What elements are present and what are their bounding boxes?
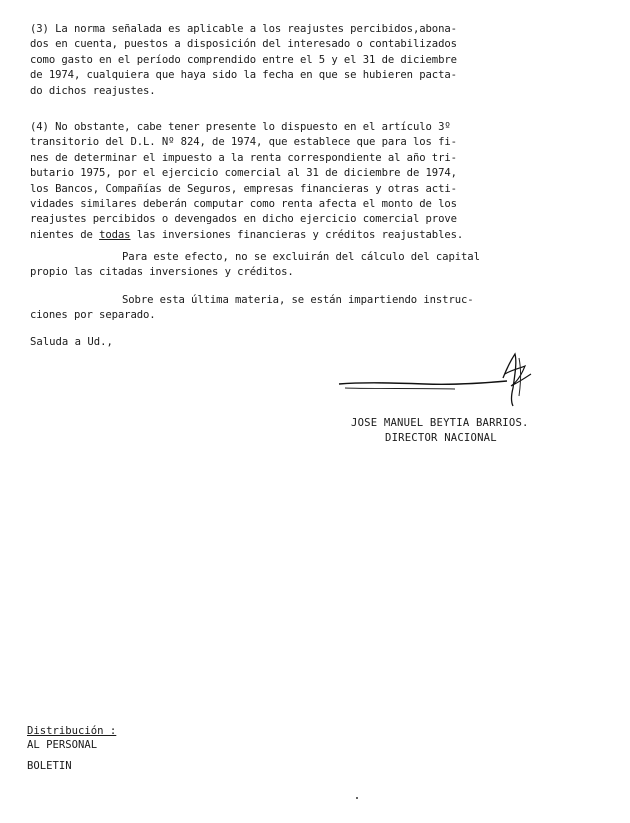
distribution-item: BOLETIN — [27, 760, 72, 772]
distribution-label-text: Distribución : — [27, 725, 117, 737]
signature-scribble — [335, 348, 555, 408]
paragraph-5-line: propio las citadas inversiones y créditos. — [30, 266, 294, 279]
paragraph-4-last-line — [30, 228, 602, 243]
paragraph-3-line: de 1974, cualquiera que haya sido la fecha en que se hubieren pacta- — [30, 69, 457, 82]
distribution-label — [27, 725, 116, 737]
paragraph-3-line: do dichos reajustes. — [30, 84, 156, 97]
paragraph-6 — [30, 293, 602, 324]
closing-salutation: Saluda a Ud., — [30, 336, 113, 348]
last-line-post: las inversiones financieras y créditos reajustables. — [130, 228, 464, 241]
signatory-name: JOSE MANUEL BEYTIA BARRIOS. — [351, 417, 529, 429]
paragraph-6-line: ciones por separado. — [30, 309, 156, 322]
stray-mark — [356, 797, 358, 799]
paragraph-3-line: como gasto en el período comprendido entre el 5 y el 31 de diciembre — [30, 53, 457, 66]
emphasis-todas: todas — [99, 228, 131, 241]
last-line-pre: nientes de — [30, 228, 100, 241]
paragraph-3-line: (3) La norma señalada es aplicable a los reajustes percibidos,abona- — [30, 23, 457, 35]
paragraph-4-line: nes de determinar el impuesto a la renta correspondiente al año tri- — [30, 151, 457, 164]
paragraph-4 — [30, 120, 602, 243]
signatory-role: DIRECTOR NACIONAL — [385, 432, 497, 444]
paragraph-6-line: Sobre esta última materia, se están impartiendo instruc- — [122, 294, 474, 306]
paragraph-4-line: los Bancos, Compañías de Seguros, empresas financieras y otras acti- — [30, 182, 457, 195]
paragraph-4-line: transitorio del D.L. Nº 824, de 1974, que establece que para los fi- — [30, 136, 457, 149]
distribution-item: AL PERSONAL — [27, 739, 98, 751]
paragraph-3 — [30, 22, 602, 99]
paragraph-5-line: Para este efecto, no se excluirán del cálculo del capital — [122, 251, 480, 263]
paragraph-3-line: dos en cuenta, puestos a disposición del interesado o contabilizados — [30, 38, 457, 51]
paragraph-4-line: (4) No obstante, cabe tener presente lo dispuesto en el artículo 3º — [30, 121, 451, 133]
paragraph-4-line: reajustes percibidos o devengados en dicho ejercicio comercial prove — [30, 213, 457, 226]
paragraph-5 — [30, 250, 602, 281]
paragraph-4-line: butario 1975, por el ejercicio comercial al 31 de diciembre de 1974, — [30, 167, 457, 180]
paragraph-4-line: vidades similares deberán computar como renta afecta el monto de los — [30, 198, 457, 211]
